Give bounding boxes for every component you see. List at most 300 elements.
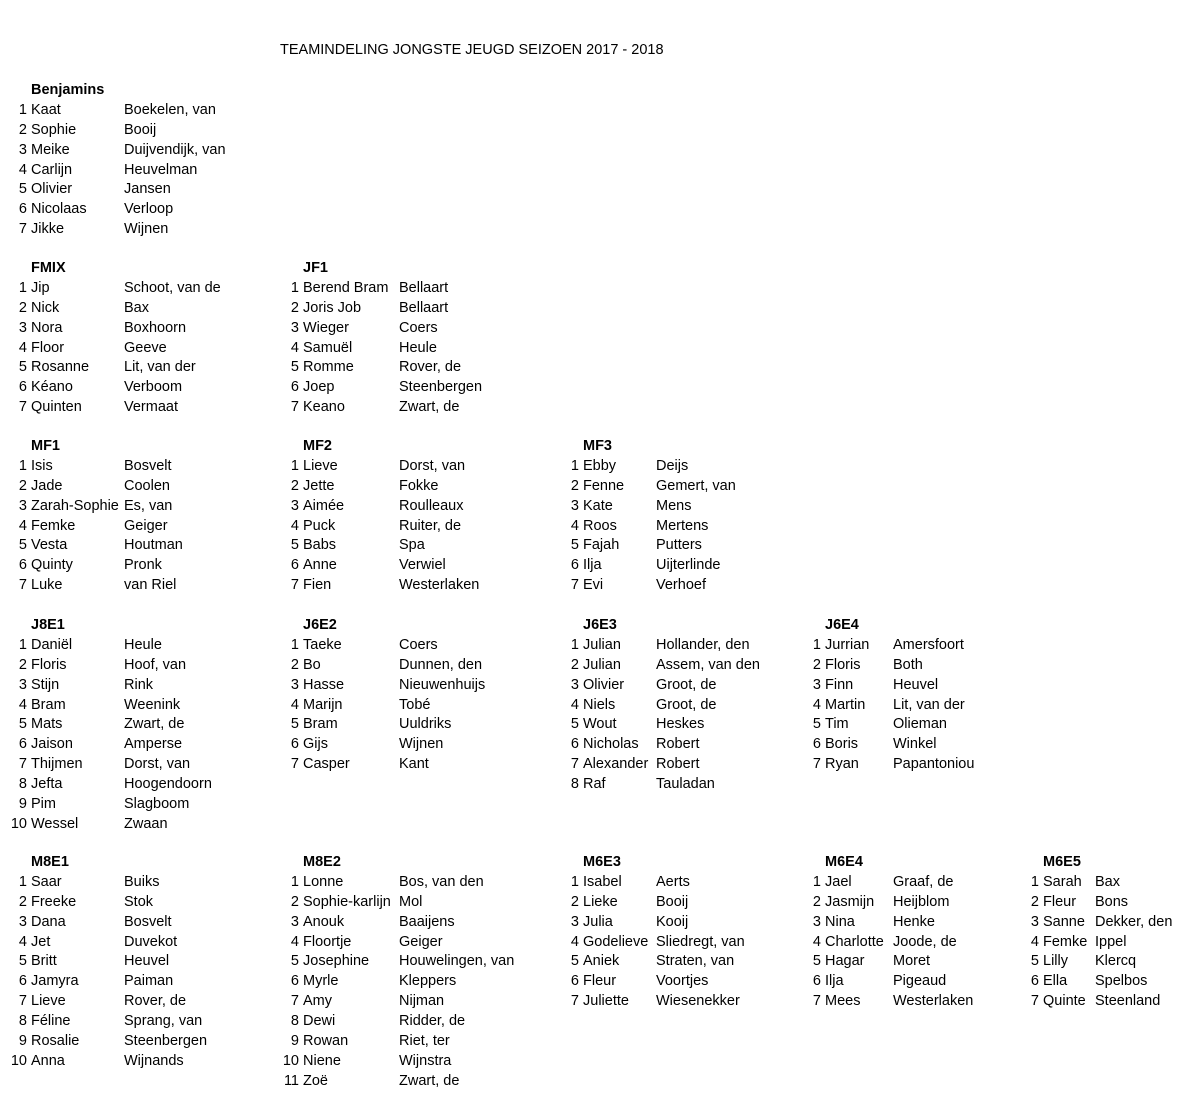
member-last-name: Heule (399, 339, 437, 356)
member-last-name: Assem, van den (656, 656, 760, 673)
member-number: 2 (18, 121, 27, 138)
member-number: 2 (290, 477, 299, 494)
member-last-name: Spa (399, 537, 425, 554)
member-first-name: Rosalie (31, 1032, 80, 1049)
member-last-name: Hoof, van (124, 656, 187, 673)
member-number: 4 (812, 696, 821, 713)
member-number: 6 (1030, 973, 1039, 990)
member-last-name: Coers (399, 637, 438, 653)
member-number: 7 (290, 577, 299, 594)
member-last-name: Bosvelt (124, 913, 172, 930)
member-first-name: Rosanne (31, 359, 90, 376)
member-first-name: Joris Job (303, 299, 362, 316)
member-number: 3 (570, 913, 579, 930)
member-last-name: Voortjes (656, 973, 709, 990)
member-last-name: Heule (124, 637, 162, 653)
member-last-name: Ippel (1095, 933, 1127, 950)
member-last-name: Riet, ter (399, 1032, 450, 1049)
member-last-name: Amperse (124, 736, 183, 753)
member-number: 2 (1030, 893, 1039, 910)
member-first-name: Lonne (303, 874, 344, 890)
member-last-name: Geiger (399, 933, 443, 950)
member-first-name: Sophie-karlijn (303, 893, 391, 910)
member-first-name: Fenne (583, 477, 625, 494)
member-first-name: Babs (303, 537, 337, 554)
member-number: 2 (570, 477, 579, 494)
member-first-name: Raf (583, 775, 606, 792)
member-number: 6 (570, 557, 579, 574)
member-number: 8 (570, 775, 579, 792)
member-number: 1 (812, 637, 821, 653)
member-first-name: Quinty (31, 557, 73, 574)
member-last-name: Groot, de (656, 676, 717, 693)
member-last-name: Heuvel (893, 676, 939, 693)
member-first-name: Tim (825, 716, 849, 733)
member-number: 4 (18, 517, 27, 534)
member-number: 3 (1030, 913, 1039, 930)
member-number: 4 (290, 933, 299, 950)
member-last-name: Klercq (1095, 953, 1137, 970)
member-number: 5 (290, 716, 299, 733)
member-last-name: Geiger (124, 517, 168, 534)
member-number: 2 (290, 299, 299, 316)
member-first-name: Samuël (303, 339, 353, 356)
member-first-name: Lieke (583, 893, 618, 910)
member-number: 1 (570, 637, 579, 653)
member-first-name: Boris (825, 736, 859, 753)
member-number: 5 (570, 953, 579, 970)
member-number: 5 (1030, 953, 1039, 970)
member-last-name: Fokke (399, 477, 439, 494)
member-last-name: Uuldriks (399, 716, 452, 733)
member-number: 4 (1030, 933, 1039, 950)
member-number: 1 (570, 458, 579, 474)
member-last-name: Weenink (124, 696, 181, 713)
member-number: 5 (18, 716, 27, 733)
member-last-name: van Riel (124, 577, 177, 594)
member-first-name: Vesta (31, 537, 68, 554)
member-last-name: Ridder, de (399, 1012, 466, 1029)
member-first-name: Nina (825, 913, 855, 930)
member-first-name: Kaat (31, 102, 61, 118)
member-first-name: Pim (31, 795, 56, 812)
member-first-name: Thijmen (31, 756, 83, 773)
member-number: 6 (18, 379, 27, 396)
member-first-name: Ilja (583, 557, 602, 574)
team-name: M6E3 (583, 854, 621, 870)
member-first-name: Zarah-Sophie (31, 497, 119, 514)
member-first-name: Nicolaas (31, 201, 87, 218)
member-first-name: Jurrian (825, 637, 870, 653)
member-first-name: Sophie (31, 121, 77, 138)
member-first-name: Wieger (303, 319, 349, 336)
member-first-name: Fajah (583, 537, 620, 554)
member-first-name: Femke (1043, 933, 1088, 950)
member-first-name: Aniek (583, 953, 620, 970)
team-name: J8E1 (31, 617, 65, 633)
member-last-name: Rink (124, 676, 154, 693)
member-number: 2 (18, 299, 27, 316)
member-last-name: Bax (124, 299, 149, 316)
member-number: 1 (18, 102, 27, 118)
member-number: 4 (290, 339, 299, 356)
member-first-name: Bram (303, 716, 338, 733)
member-number: 1 (1030, 874, 1039, 890)
member-number: 2 (18, 656, 27, 673)
member-first-name: Berend Bram (303, 280, 389, 296)
member-number: 5 (18, 537, 27, 554)
member-last-name: Winkel (893, 736, 937, 753)
member-first-name: Hagar (825, 953, 865, 970)
member-first-name: Jamyra (31, 973, 79, 990)
member-last-name: Graaf, de (893, 874, 954, 890)
member-first-name: Niels (583, 696, 616, 713)
member-number: 4 (290, 517, 299, 534)
team-name: M6E5 (1043, 854, 1081, 870)
member-first-name: Jikke (31, 221, 65, 238)
member-first-name: Quinten (31, 399, 82, 416)
member-number: 1 (18, 280, 27, 296)
member-first-name: Josephine (303, 953, 370, 970)
member-number: 9 (18, 795, 27, 812)
member-first-name: Juliette (583, 993, 629, 1010)
member-first-name: Jael (825, 874, 852, 890)
member-last-name: Robert (656, 736, 700, 753)
member-last-name: Es, van (124, 497, 173, 514)
member-number: 3 (570, 497, 579, 514)
team-name: J6E4 (825, 617, 859, 633)
member-last-name: Heuvelman (124, 161, 198, 178)
member-first-name: Carlijn (31, 161, 73, 178)
member-number: 6 (18, 201, 27, 218)
member-last-name: Spelbos (1095, 973, 1148, 990)
team-name: Benjamins (31, 82, 105, 98)
member-first-name: Aimée (303, 497, 345, 514)
member-last-name: Roulleaux (399, 497, 464, 514)
member-first-name: Daniël (31, 637, 73, 653)
member-number: 3 (290, 913, 299, 930)
member-first-name: Ilja (825, 973, 844, 990)
member-number: 3 (18, 676, 27, 693)
member-number: 6 (18, 736, 27, 753)
member-number: 11 (283, 1072, 299, 1089)
member-last-name: Heijblom (893, 893, 950, 910)
member-number: 4 (570, 517, 579, 534)
member-first-name: Jade (31, 477, 63, 494)
member-last-name: Wijnands (124, 1052, 184, 1069)
member-first-name: Alexander (583, 756, 649, 773)
member-last-name: Houwelingen, van (399, 953, 515, 970)
member-last-name: Booij (124, 121, 157, 138)
member-last-name: Baaijens (399, 913, 455, 930)
member-number: 10 (10, 815, 27, 832)
member-number: 2 (812, 893, 821, 910)
member-number: 7 (18, 756, 27, 773)
member-first-name: Wout (583, 716, 617, 733)
team-name: MF2 (303, 438, 332, 454)
member-number: 6 (570, 736, 579, 753)
member-number: 5 (18, 953, 27, 970)
member-first-name: Hasse (303, 676, 345, 693)
member-last-name: Moret (893, 953, 931, 970)
member-last-name: Mol (399, 893, 423, 910)
member-last-name: Kant (399, 756, 429, 773)
member-last-name: Wijnstra (399, 1052, 452, 1069)
member-number: 1 (290, 458, 299, 474)
member-first-name: Anna (31, 1052, 65, 1069)
member-last-name: Steenland (1095, 993, 1161, 1010)
team-name: MF1 (31, 438, 60, 454)
member-number: 1 (18, 458, 27, 474)
member-last-name: Rover, de (124, 993, 187, 1010)
member-number: 5 (812, 716, 821, 733)
member-last-name: Gemert, van (656, 477, 736, 494)
member-first-name: Niene (303, 1052, 341, 1069)
member-number: 6 (812, 973, 821, 990)
member-first-name: Kate (583, 497, 613, 514)
member-first-name: Sarah (1043, 874, 1082, 890)
member-first-name: Keano (303, 399, 345, 416)
member-number: 7 (570, 756, 579, 773)
member-last-name: Both (893, 656, 923, 673)
member-first-name: Féline (31, 1012, 71, 1029)
team-name: JF1 (303, 260, 328, 276)
member-number: 3 (18, 319, 27, 336)
member-last-name: Heuvel (124, 953, 170, 970)
member-last-name: Heskes (656, 716, 705, 733)
member-last-name: Vermaat (124, 399, 178, 416)
member-first-name: Puck (303, 517, 336, 534)
member-number: 7 (18, 399, 27, 416)
member-last-name: Buiks (124, 874, 160, 890)
member-first-name: Nicholas (583, 736, 639, 753)
member-first-name: Lieve (31, 993, 66, 1010)
member-number: 1 (18, 637, 27, 653)
member-first-name: Isis (31, 458, 53, 474)
member-last-name: Zwart, de (399, 1072, 460, 1089)
member-number: 4 (18, 161, 27, 178)
member-last-name: Bos, van den (399, 874, 484, 890)
member-last-name: Tauladan (656, 775, 715, 792)
member-first-name: Fien (303, 577, 332, 594)
member-last-name: Steenbergen (124, 1032, 208, 1049)
member-first-name: Isabel (583, 874, 622, 890)
member-last-name: Bellaart (399, 280, 449, 296)
member-last-name: Bons (1095, 893, 1129, 910)
member-last-name: Westerlaken (893, 993, 974, 1010)
member-number: 2 (290, 656, 299, 673)
member-last-name: Paiman (124, 973, 174, 990)
member-number: 1 (290, 637, 299, 653)
member-last-name: Joode, de (893, 933, 957, 950)
member-last-name: Lit, van der (124, 359, 196, 376)
member-number: 6 (290, 557, 299, 574)
member-first-name: Jasmijn (825, 893, 875, 910)
member-last-name: Kleppers (399, 973, 457, 990)
member-last-name: Dorst, van (399, 458, 466, 474)
member-first-name: Roos (583, 517, 617, 534)
member-number: 1 (290, 280, 299, 296)
member-last-name: Zwaan (124, 815, 168, 832)
member-first-name: Kéano (31, 379, 73, 396)
member-number: 6 (18, 557, 27, 574)
member-number: 3 (290, 319, 299, 336)
member-last-name: Rover, de (399, 359, 462, 376)
member-number: 4 (18, 339, 27, 356)
member-last-name: Hoogendoorn (124, 775, 212, 792)
team-name: FMIX (31, 260, 66, 276)
member-last-name: Pronk (124, 557, 162, 574)
member-last-name: Tobé (399, 696, 431, 713)
member-first-name: Wessel (31, 815, 79, 832)
member-last-name: Lit, van der (893, 696, 965, 713)
member-number: 5 (570, 537, 579, 554)
member-number: 2 (290, 893, 299, 910)
member-first-name: Julia (583, 913, 613, 930)
member-last-name: Deijs (656, 458, 689, 474)
member-last-name: Coolen (124, 477, 170, 494)
member-first-name: Nora (31, 319, 63, 336)
member-number: 7 (812, 993, 821, 1010)
member-number: 5 (18, 181, 27, 198)
member-first-name: Martin (825, 696, 866, 713)
member-first-name: Evi (583, 577, 604, 594)
member-number: 2 (570, 656, 579, 673)
member-number: 7 (290, 993, 299, 1010)
member-last-name: Duijvendijk, van (124, 141, 226, 158)
member-last-name: Slagboom (124, 795, 190, 812)
member-first-name: Anne (303, 557, 337, 574)
member-last-name: Wiesenekker (656, 993, 740, 1010)
member-first-name: Olivier (583, 676, 625, 693)
member-number: 7 (1030, 993, 1039, 1010)
team-name: J6E3 (583, 617, 617, 633)
member-first-name: Lieve (303, 458, 338, 474)
member-first-name: Jip (31, 280, 50, 296)
member-first-name: Taeke (303, 637, 342, 653)
member-number: 6 (290, 736, 299, 753)
member-first-name: Floortje (303, 933, 352, 950)
member-first-name: Myrle (303, 973, 339, 990)
member-last-name: Robert (656, 756, 700, 773)
member-last-name: Zwart, de (399, 399, 460, 416)
member-number: 6 (812, 736, 821, 753)
member-first-name: Casper (303, 756, 350, 773)
team-name: M8E1 (31, 854, 69, 870)
member-number: 4 (570, 933, 579, 950)
member-last-name: Verloop (124, 201, 174, 218)
member-number: 5 (812, 953, 821, 970)
member-number: 7 (290, 399, 299, 416)
member-first-name: Romme (303, 359, 354, 376)
team-name: MF3 (583, 438, 612, 454)
member-number: 7 (812, 756, 821, 773)
member-last-name: Sprang, van (124, 1012, 203, 1029)
member-number: 4 (290, 696, 299, 713)
member-first-name: Finn (825, 676, 854, 693)
member-first-name: Lilly (1043, 953, 1068, 970)
member-number: 8 (290, 1012, 299, 1029)
member-number: 3 (18, 913, 27, 930)
member-first-name: Freeke (31, 893, 77, 910)
member-last-name: Dorst, van (124, 756, 191, 773)
member-last-name: Verboom (124, 379, 183, 396)
member-last-name: Amersfoort (893, 637, 964, 653)
member-last-name: Henke (893, 913, 935, 930)
member-number: 3 (290, 676, 299, 693)
member-first-name: Godelieve (583, 933, 649, 950)
member-last-name: Straten, van (656, 953, 735, 970)
member-first-name: Dewi (303, 1012, 336, 1029)
member-first-name: Luke (31, 577, 63, 594)
member-last-name: Aerts (656, 874, 690, 890)
member-first-name: Britt (31, 953, 57, 970)
member-number: 1 (290, 874, 299, 890)
member-number: 1 (570, 874, 579, 890)
member-first-name: Marijn (303, 696, 343, 713)
member-first-name: Quinte (1043, 993, 1086, 1010)
member-number: 8 (18, 775, 27, 792)
member-last-name: Boxhoorn (124, 319, 187, 336)
member-number: 7 (290, 756, 299, 773)
member-last-name: Hollander, den (656, 637, 750, 653)
member-last-name: Duvekot (124, 933, 178, 950)
member-last-name: Kooij (656, 913, 689, 930)
member-number: 3 (18, 141, 27, 158)
member-last-name: Putters (656, 537, 702, 554)
member-last-name: Boekelen, van (124, 102, 216, 118)
team-name: M6E4 (825, 854, 863, 870)
member-number: 1 (812, 874, 821, 890)
member-last-name: Bax (1095, 874, 1120, 890)
member-last-name: Nieuwenhuijs (399, 676, 486, 693)
member-last-name: Steenbergen (399, 379, 483, 396)
member-last-name: Westerlaken (399, 577, 480, 594)
member-number: 5 (18, 359, 27, 376)
member-number: 2 (18, 477, 27, 494)
member-first-name: Nick (31, 299, 60, 316)
member-first-name: Saar (31, 874, 62, 890)
member-first-name: Bram (31, 696, 66, 713)
member-number: 7 (18, 577, 27, 594)
member-first-name: Ryan (825, 756, 859, 773)
member-first-name: Meike (31, 141, 70, 158)
member-first-name: Julian (583, 656, 621, 673)
member-first-name: Ella (1043, 973, 1068, 990)
member-first-name: Amy (303, 993, 332, 1010)
member-first-name: Sanne (1043, 913, 1085, 930)
member-last-name: Dekker, den (1095, 913, 1173, 930)
member-number: 7 (18, 221, 27, 238)
team-name: M8E2 (303, 854, 341, 870)
member-last-name: Ruiter, de (399, 517, 462, 534)
member-first-name: Julian (583, 637, 621, 653)
member-first-name: Floris (825, 656, 861, 673)
member-last-name: Dunnen, den (399, 656, 483, 673)
member-last-name: Papantoniou (893, 756, 975, 773)
member-last-name: Olieman (893, 716, 947, 733)
member-first-name: Dana (31, 913, 66, 930)
member-last-name: Bellaart (399, 299, 449, 316)
member-first-name: Floris (31, 656, 67, 673)
member-first-name: Jet (31, 933, 51, 950)
member-number: 4 (570, 696, 579, 713)
member-first-name: Floor (31, 339, 65, 356)
member-number: 6 (18, 973, 27, 990)
member-number: 7 (570, 993, 579, 1010)
member-number: 6 (290, 973, 299, 990)
member-first-name: Anouk (303, 913, 345, 930)
